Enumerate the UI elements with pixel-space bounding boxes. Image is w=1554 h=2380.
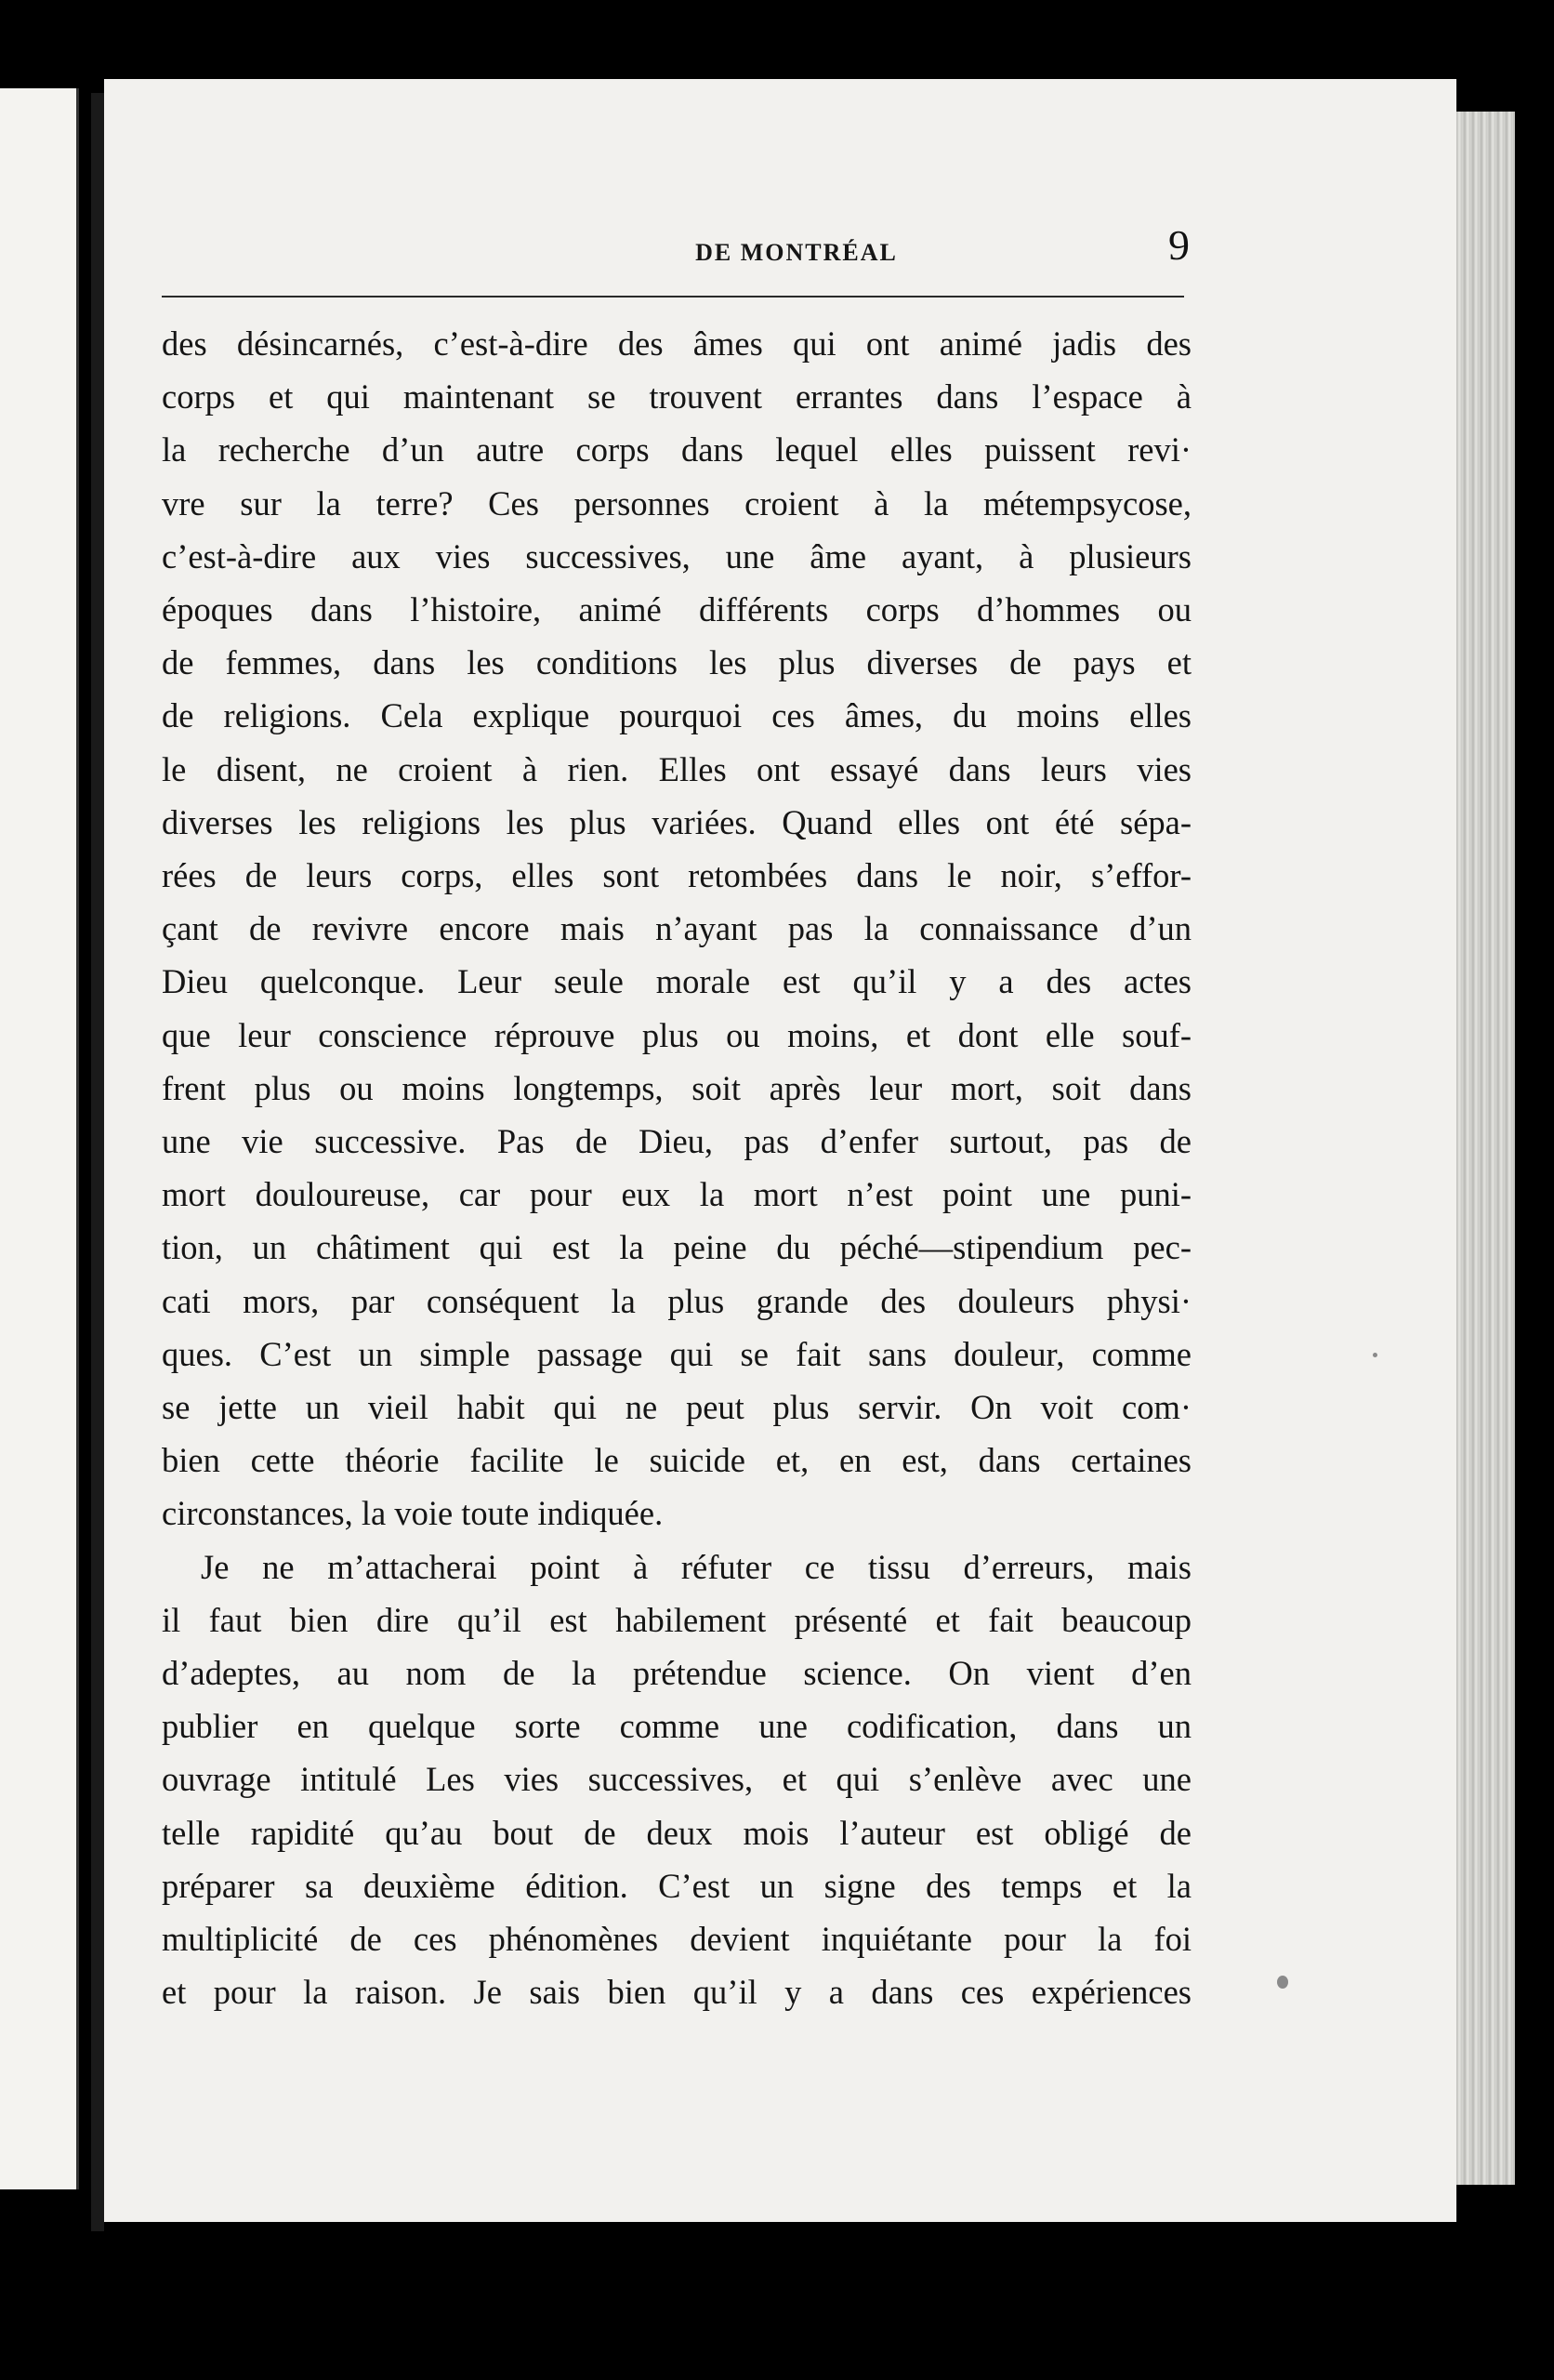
- text-line: cati mors, par conséquent la plus grande des douleurs physi·: [162, 1281, 1192, 1320]
- text-line: préparer sa deuxième édition. C’est un signe des temps et la: [162, 1866, 1192, 1905]
- text-line: publier en quelque sorte comme une codification, dans un: [162, 1707, 1192, 1746]
- text-line: frent plus ou moins longtemps, soit après leur mort, soit dans: [162, 1068, 1192, 1107]
- text-line: se jette un vieil habit qui ne peut plus servir. On voit com·: [162, 1388, 1192, 1427]
- page-number: 9: [1168, 221, 1190, 269]
- text-line: de religions. Cela explique pourquoi ces âmes, du moins elles: [162, 696, 1192, 735]
- text-line: il faut bien dire qu’il est habilement présenté et fait beaucoup: [162, 1600, 1192, 1639]
- text-line: le disent, ne croient à rien. Elles ont essayé dans leurs vies: [162, 749, 1192, 788]
- text-line: Dieu quelconque. Leur seule morale est qu’il y a des actes: [162, 962, 1192, 1001]
- running-head: DE MONTRÉAL: [695, 239, 898, 266]
- text-line: de femmes, dans les conditions les plus diverses de pays et: [162, 643, 1192, 682]
- text-line: et pour la raison. Je sais bien qu’il y a dans ces expériences: [162, 1973, 1192, 2012]
- text-line: une vie successive. Pas de Dieu, pas d’enfer surtout, pas de: [162, 1122, 1192, 1161]
- text-line: tion, un châtiment qui est la peine du péché—stipendium pec-: [162, 1228, 1192, 1267]
- text-line: ques. C’est un simple passage qui se fait sans douleur, comme: [162, 1334, 1192, 1373]
- text-line: époques dans l’histoire, animé différents corps d’hommes ou: [162, 590, 1192, 629]
- text-line: rées de leurs corps, elles sont retombées dans le noir, s’effor-: [162, 856, 1192, 895]
- text-line: la recherche d’un autre corps dans lequel elles puissent revi·: [162, 430, 1192, 469]
- text-line: circonstances, la voie toute indiquée.: [162, 1494, 664, 1533]
- text-line: telle rapidité qu’au bout de deux mois l’auteur est obligé de: [162, 1813, 1192, 1852]
- scan-speck: [1277, 1976, 1288, 1989]
- text-line: que leur conscience réprouve plus ou moins, et dont elle souf-: [162, 1015, 1192, 1054]
- header-rule: [162, 296, 1184, 298]
- text-line: vre sur la terre? Ces personnes croient à la métempsycose,: [162, 483, 1192, 522]
- text-line: Je ne m’attacherai point à réfuter ce tissu d’erreurs, mais: [201, 1547, 1192, 1586]
- text-line: c’est-à-dire aux vies successives, une âme ayant, à plusieurs: [162, 536, 1192, 575]
- left-page-edge: [0, 88, 79, 2189]
- text-line: çant de revivre encore mais n’ayant pas la connaissance d’un: [162, 909, 1192, 948]
- paragraph-1: [162, 317, 1192, 1540]
- text-line: des désincarnés, c’est-à-dire des âmes qui ont animé jadis des: [162, 324, 1192, 363]
- scan-speck: [1373, 1353, 1377, 1357]
- book-page: [104, 79, 1456, 2222]
- text-line: d’adeptes, au nom de la prétendue science. On vient d’en: [162, 1654, 1192, 1693]
- text-line: ouvrage intitulé Les vies successives, et qui s’enlève avec une: [162, 1760, 1192, 1799]
- text-line: diverses les religions les plus variées. Quand elles ont été sépa-: [162, 802, 1192, 841]
- text-line: mort douloureuse, car pour eux la mort n’est point une puni-: [162, 1175, 1192, 1214]
- book-gutter: [91, 93, 104, 2231]
- text-line: bien cette théorie facilite le suicide et, en est, dans certaines: [162, 1441, 1192, 1480]
- text-line: corps et qui maintenant se trouvent errantes dans l’espace à: [162, 377, 1192, 416]
- body-text: [162, 317, 1192, 2019]
- paragraph-2: [162, 1540, 1192, 2019]
- text-line: multiplicité de ces phénomènes devient inquiétante pour la foi: [162, 1920, 1192, 1959]
